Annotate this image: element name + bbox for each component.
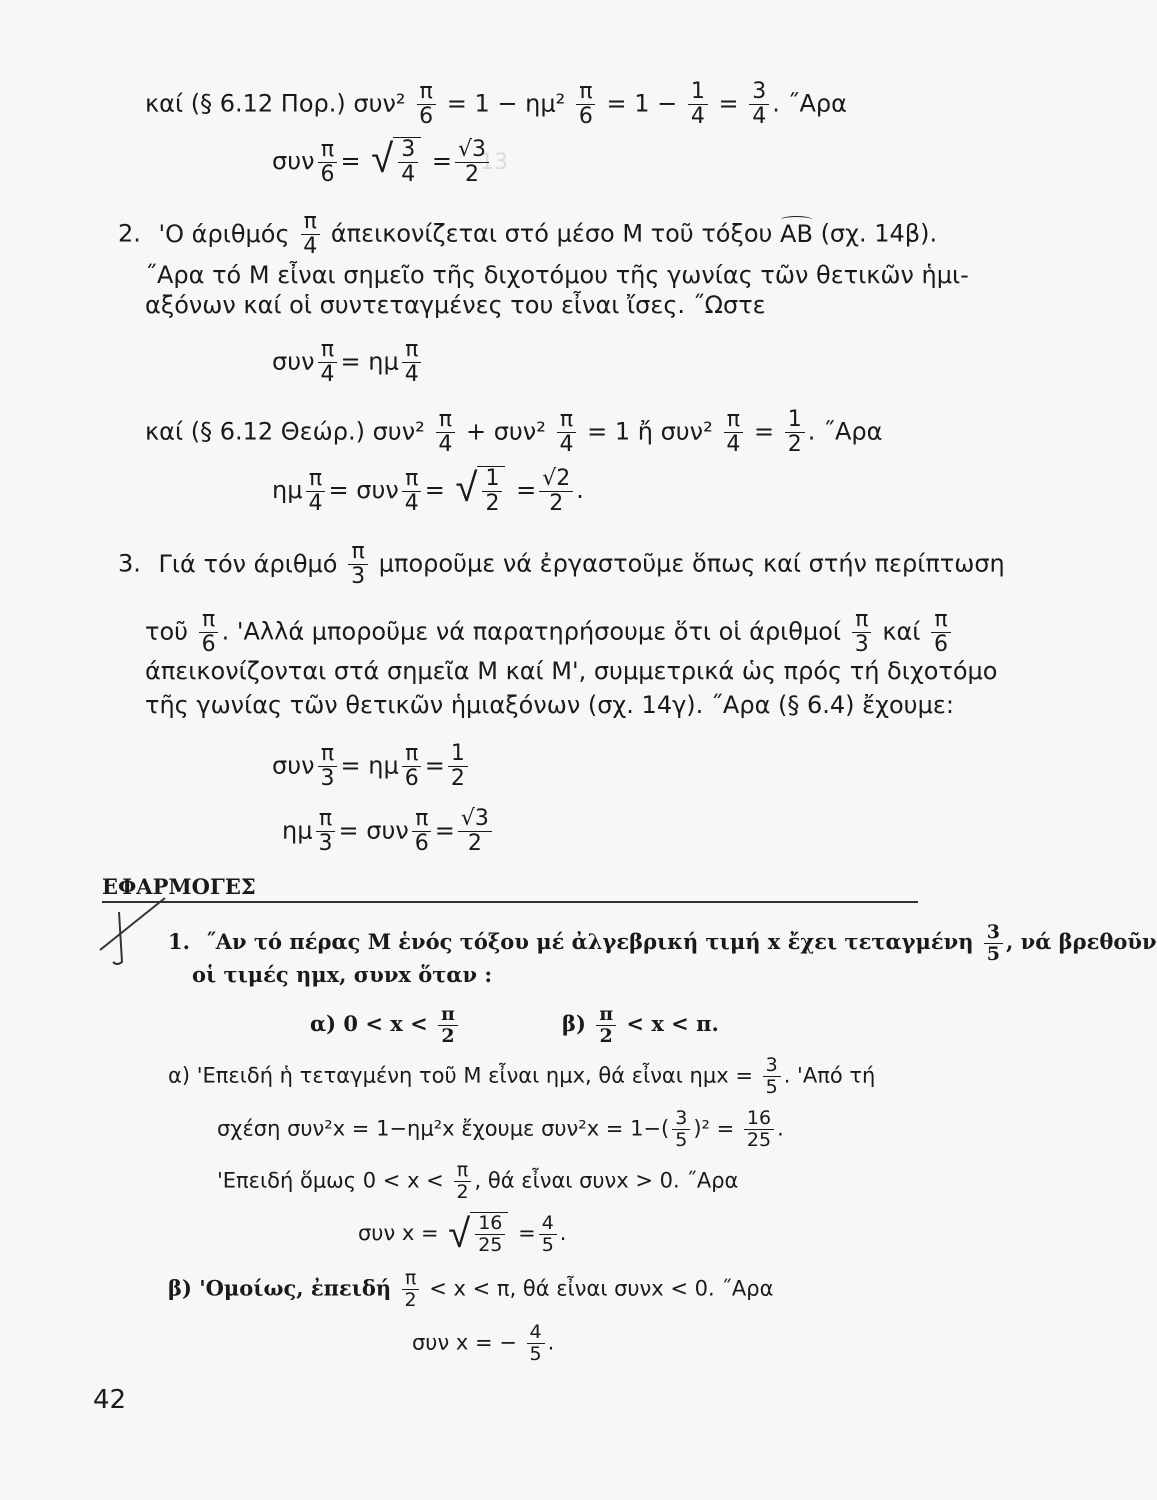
equation-cos-eq-sin-pi-4: συν $\frac{\pi}{4}$ = ημ $\frac{\pi}{4}$ xyxy=(272,338,425,387)
case-b: β) $\frac{\pi}{2}$ < x < π. xyxy=(562,1003,719,1047)
section-rule xyxy=(102,901,918,903)
item-3-line-4: τῆς γωνίας τῶν θετικῶν ἡμιαξόνων (σχ. 14γ). ˝Αρα (§ 6.4) ἔχουμε: xyxy=(145,691,954,719)
line-cos-squared: καί (§ 6.12 Πορ.) συν² $\frac{\pi}{6}$ = 1 − ημ² $\frac{\pi}{6}$ = 1 − $\frac{1}{4}$ = $\frac{3}{4}$ . ˝Αρα xyxy=(145,79,847,129)
solution-a-line-3: 'Επειδή ὅμως 0 < x < $\frac{\pi}{2}$ , θά εἶναι συνx > 0. ˝Αρα xyxy=(217,1159,739,1203)
equation-sin-pi-3: ημ $\frac{\pi}{3}$ = συν $\frac{\pi}{6}$ = $\frac{√3}{2}$ xyxy=(282,807,495,856)
fraction: $\frac{\pi}{6}$ xyxy=(416,80,436,129)
exercise-1-statement: 1. ˝Αν τό πέρας Μ ἑνός τόξου μέ ἀλγεβρική τιμή x ἔχει τεταγμένη $\frac{3}{5}$ , νά βρεθοῦν xyxy=(168,921,1157,965)
fraction: $\frac{3}{4}$ xyxy=(749,80,769,129)
fraction: $\frac{1}{4}$ xyxy=(688,80,708,129)
equation-cos-pi-6: συν $\frac{\pi}{6}$ = √ $\frac{3}{4}$ = $\frac{√3}{2}$ xyxy=(272,137,492,187)
equation-sin-pi-4: ημ $\frac{\pi}{4}$ = συν $\frac{\pi}{4}$ = √ $\frac{1}{2}$ = $\frac{√2}{2}$ . xyxy=(272,465,584,516)
line-theorem: καί (§ 6.12 Θεώρ.) συν² $\frac{\pi}{4}$ + συν² $\frac{\pi}{4}$ = 1 ἤ συν² $\frac{\pi}{4}$ = $\frac{1}{2}$ . ˝Αρα xyxy=(145,407,883,457)
page-number: 42 xyxy=(93,1385,127,1415)
solution-a-line-2: σχέση συν²x = 1−ημ²x ἔχουμε συν²x = 1−( $\frac{3}{5}$ )² = $\frac{16}{25}$ . xyxy=(217,1107,784,1151)
solution-b-line-1: β) 'Ομοίως, ἐπειδή $\frac{\pi}{2}$ < x < π, θά εἶναι συνx < 0. ˝Αρα xyxy=(168,1267,774,1311)
item-3-line-3: άπεικονίζονται στά σημεῖα Μ καί Μ', συμμετρικά ὡς πρός τή διχοτόμο xyxy=(145,657,998,685)
handwritten-mark-icon xyxy=(95,892,175,967)
solution-b-result: συν x = − $\frac{4}{5}$ . xyxy=(412,1321,555,1365)
section-heading: ΕΦΑΡΜΟΓΕΣ xyxy=(102,874,256,899)
item-2-line-2: ˝Αρα τό Μ εἶναι σημεῖο τῆς διχοτόμου τῆς γωνίας τῶν θετικῶν ἡμι- xyxy=(145,261,969,289)
solution-a-line-1: α) 'Επειδή ἡ τεταγμένη τοῦ Μ εἶναι ημx, θά εἶναι ημx = $\frac{3}{5}$ . 'Από τή xyxy=(168,1054,876,1098)
fraction: $\frac{\pi}{6}$ xyxy=(576,80,596,129)
item-3-line-2: τοῦ $\frac{\pi}{6}$ . 'Αλλά μποροῦμε νά παρατηρήσουμε ὅτι οἱ άριθμοί $\frac{\pi}{3}$ καί $\frac{\pi}{6}$ xyxy=(145,608,954,657)
square-root: √ $\frac{3}{4}$ xyxy=(371,137,421,187)
bleed-through-text: 13 xyxy=(480,150,508,175)
arc-ab: ΑΒ xyxy=(780,219,813,248)
item-3-first-line: 3. Γιά τόν άριθμό $\frac{\pi}{3}$ μποροῦμε νά ἐργαστοῦμε ὅπως καί στήν περίπτωση xyxy=(118,539,1005,589)
text: καί (§ 6.12 Πορ.) συν² xyxy=(145,89,414,118)
solution-a-result: συν x = √ $\frac{16}{25}$ = $\frac{4}{5}$ . xyxy=(358,1211,567,1257)
item-2-line-3: αξόνων καί οἱ συντεταγμένες του εἶναι ἴσες. ˝Ωστε xyxy=(145,291,766,319)
exercise-1-statement-2: οἱ τιμές ημx, συνx ὅταν : xyxy=(192,962,493,987)
item-2-first-line: 2. 'Ο άριθμός $\frac{\pi}{4}$ άπεικονίζεται στό μέσο Μ τοῦ τόξου ΑΒ (σχ. 14β). xyxy=(118,209,938,259)
case-a: α) 0 < x < $\frac{\pi}{2}$ xyxy=(310,1004,461,1047)
equation-cos-pi-3: συν $\frac{\pi}{3}$ = ημ $\frac{\pi}{6}$ = $\frac{1}{2}$ xyxy=(272,742,471,791)
